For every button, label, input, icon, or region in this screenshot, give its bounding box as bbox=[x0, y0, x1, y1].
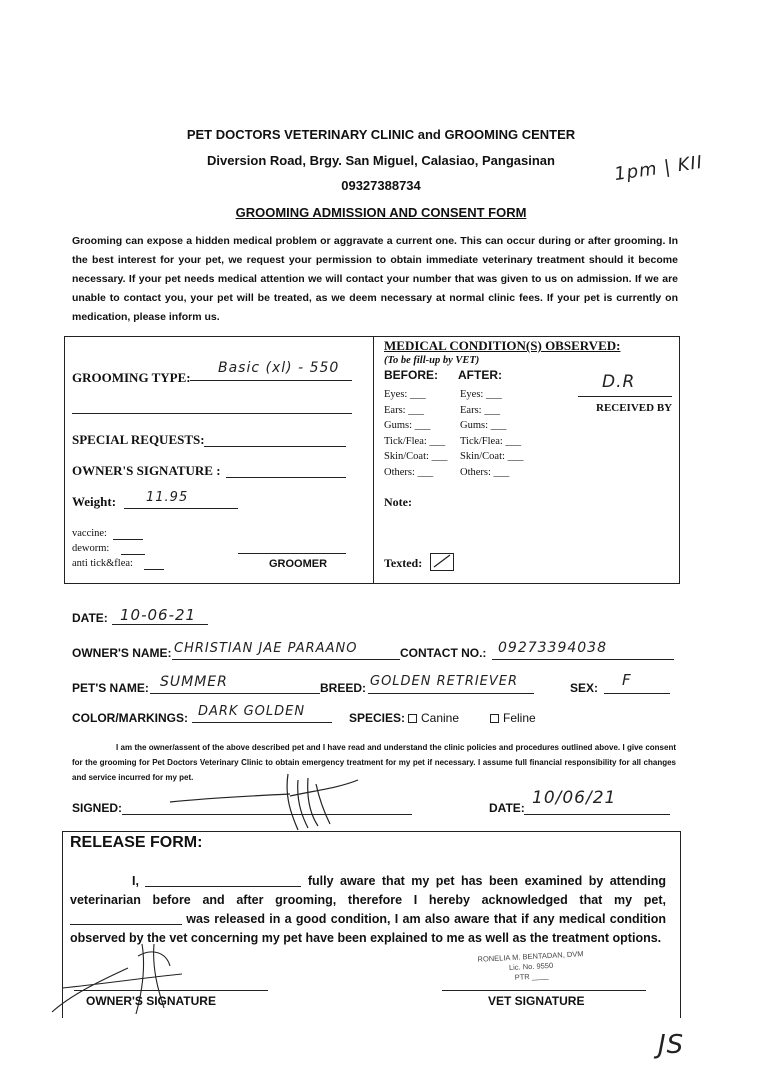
note-label: Note: bbox=[384, 495, 412, 509]
deworm-label: deworm: bbox=[72, 543, 110, 554]
vet-signature-line[interactable] bbox=[442, 990, 646, 991]
vet-stamp: RONELIA M. BENTADAN, DVM Lic. No. 9550 PTR ____ bbox=[477, 949, 584, 982]
sex-value[interactable]: F bbox=[622, 671, 632, 689]
deworm-field[interactable] bbox=[121, 554, 145, 555]
anti-tick-label: anti tick&flea: bbox=[72, 558, 133, 569]
special-requests-label: SPECIAL REQUESTS: bbox=[72, 432, 205, 447]
before-label: BEFORE: bbox=[384, 368, 438, 382]
grooming-type-label: GROOMING TYPE: bbox=[72, 370, 191, 385]
date-label: DATE: bbox=[72, 611, 108, 625]
sex-label: SEX: bbox=[570, 681, 599, 695]
before-item[interactable]: Eyes: ___ bbox=[384, 389, 426, 400]
sex-line bbox=[604, 693, 670, 694]
before-item[interactable]: Ears: ___ bbox=[384, 404, 424, 416]
handwritten-time-note: 1pm | KII bbox=[612, 151, 705, 186]
before-items bbox=[384, 387, 447, 480]
texted-label: Texted: bbox=[384, 556, 423, 570]
clinic-phone: 09327388734 bbox=[341, 178, 421, 193]
after-item[interactable]: Eyes: ___ bbox=[460, 389, 502, 400]
vet-signature-label: VET SIGNATURE bbox=[488, 994, 585, 1008]
after-item[interactable]: Ears: ___ bbox=[460, 404, 500, 416]
species-option-canine[interactable]: Canine bbox=[408, 711, 459, 725]
after-item[interactable]: Others: ___ bbox=[460, 466, 510, 478]
after-item[interactable]: Skin/Coat: ___ bbox=[460, 451, 524, 462]
check-mark-icon bbox=[431, 554, 453, 570]
owner-signature-field[interactable] bbox=[226, 477, 346, 478]
groomer-signature-line[interactable] bbox=[238, 553, 346, 554]
vaccine-field[interactable] bbox=[113, 539, 143, 540]
release-owner-signature-line[interactable] bbox=[74, 990, 268, 991]
consent-paragraph: I am the owner/assent of the above described pet and I have read and understand the clinic policies and procedures outlined above. I give consent for the grooming for Pet Doctors Veterinary Clinic to obtain emergency treatment for my pet if necessary. I assume full financial responsibility for all changes and service incurred for my pet. bbox=[72, 743, 676, 782]
owner-signature-scribble bbox=[168, 770, 378, 834]
release-paragraph bbox=[70, 872, 666, 948]
owner-name-label: OWNER'S NAME: bbox=[72, 646, 172, 660]
release-text-3: was released in a good condition, I am also aware that if any medical condition observed by the vet concerning my pet have been explained to me as well as the treatment options. bbox=[70, 912, 666, 945]
breed-line bbox=[368, 693, 534, 694]
contact-label: CONTACT NO.: bbox=[400, 646, 487, 660]
release-owner-name-field[interactable] bbox=[145, 874, 301, 887]
release-text-1: I, bbox=[132, 874, 139, 888]
after-item[interactable]: Tick/Flea: ___ bbox=[460, 435, 522, 447]
footer-initials: JS bbox=[658, 1030, 685, 1060]
before-item[interactable]: Gums: ___ bbox=[384, 420, 431, 431]
signature-date-line bbox=[524, 814, 670, 815]
owner-name-line bbox=[172, 659, 400, 660]
weight-line bbox=[124, 508, 238, 509]
owner-signature-label: OWNER'S SIGNATURE : bbox=[72, 463, 221, 478]
species-label: SPECIES: bbox=[349, 711, 406, 725]
owner-name-value[interactable]: CHRISTIAN JAE PARAANO bbox=[174, 641, 358, 656]
clinic-name: PET DOCTORS VETERINARY CLINIC and GROOMING CENTER bbox=[186, 127, 576, 142]
signature-date-label: DATE: bbox=[489, 801, 525, 815]
release-title: RELEASE FORM: bbox=[70, 834, 203, 851]
box-divider bbox=[373, 336, 374, 583]
color-line bbox=[192, 722, 332, 723]
before-item[interactable]: Skin/Coat: ___ bbox=[384, 451, 448, 462]
signed-label: SIGNED: bbox=[72, 801, 123, 815]
received-by-value[interactable]: D.R bbox=[602, 372, 636, 392]
date-value[interactable]: 10-06-21 bbox=[120, 606, 197, 624]
pet-name-value[interactable]: SUMMER bbox=[160, 674, 228, 690]
before-item[interactable]: Tick/Flea: ___ bbox=[384, 435, 446, 447]
weight-label: Weight: bbox=[72, 494, 117, 509]
clinic-address: Diversion Road, Brgy. San Miguel, Calasiao, Pangasinan bbox=[207, 153, 555, 168]
canine-checkbox[interactable] bbox=[408, 714, 417, 723]
pet-name-line bbox=[150, 693, 320, 694]
groomer-label: GROOMER bbox=[269, 558, 328, 570]
before-item[interactable]: Others: ___ bbox=[384, 466, 434, 478]
special-requests-field[interactable] bbox=[204, 446, 346, 447]
contact-value[interactable]: 09273394038 bbox=[498, 640, 607, 656]
received-by-line bbox=[578, 396, 672, 397]
medical-title: MEDICAL CONDITION(S) OBSERVED: bbox=[384, 338, 621, 353]
species-option-feline[interactable]: Feline bbox=[490, 711, 536, 725]
color-value[interactable]: DARK GOLDEN bbox=[198, 704, 306, 719]
medical-subtitle: (To be fill-up by VET) bbox=[384, 355, 480, 366]
anti-tick-field[interactable] bbox=[144, 569, 164, 570]
color-label: COLOR/MARKINGS: bbox=[72, 711, 188, 725]
pet-name-label: PET'S NAME: bbox=[72, 681, 149, 695]
received-by-label: RECEIVED BY bbox=[596, 402, 673, 414]
contact-line bbox=[492, 659, 674, 660]
grooming-type-line bbox=[190, 380, 352, 381]
after-item[interactable]: Gums: ___ bbox=[460, 420, 507, 431]
breed-value[interactable]: GOLDEN RETRIEVER bbox=[370, 674, 519, 689]
breed-label: BREED: bbox=[320, 681, 367, 695]
feline-checkbox[interactable] bbox=[490, 714, 499, 723]
after-items bbox=[460, 387, 523, 480]
form-title: GROOMING ADMISSION AND CONSENT FORM bbox=[235, 205, 527, 220]
weight-value[interactable]: 11.95 bbox=[146, 490, 189, 505]
signature-date-value[interactable]: 10/06/21 bbox=[532, 788, 617, 808]
release-pet-name-field[interactable] bbox=[70, 912, 182, 925]
intro-paragraph: Grooming can expose a hidden medical problem or aggravate a current one. This can occur during or after grooming. In the best interest for your pet, we request your permission to obtain immediate veterinary treatment should it become necessary. If your pet needs medical attention we will contact your number that was given to us on admission. If we are unable to contact you, your pet will be treated, as we deem necessary at normal clinic fees. If your pet is currently on medication, please inform us. bbox=[72, 235, 678, 323]
texted-checkbox[interactable] bbox=[430, 553, 454, 571]
release-owner-signature-label: OWNER'S SIGNATURE bbox=[86, 994, 216, 1008]
grooming-extra-line[interactable] bbox=[72, 413, 352, 414]
after-label: AFTER: bbox=[458, 368, 502, 382]
date-line bbox=[112, 624, 208, 625]
vaccine-label: vaccine: bbox=[72, 528, 107, 539]
release-text-2: fully aware that my pet has been examined by attending veterinarian before and after grooming, therefore I hereby acknowledged that my pet, bbox=[70, 874, 666, 907]
grooming-type-value[interactable]: Basic (xl) - 550 bbox=[218, 360, 340, 376]
